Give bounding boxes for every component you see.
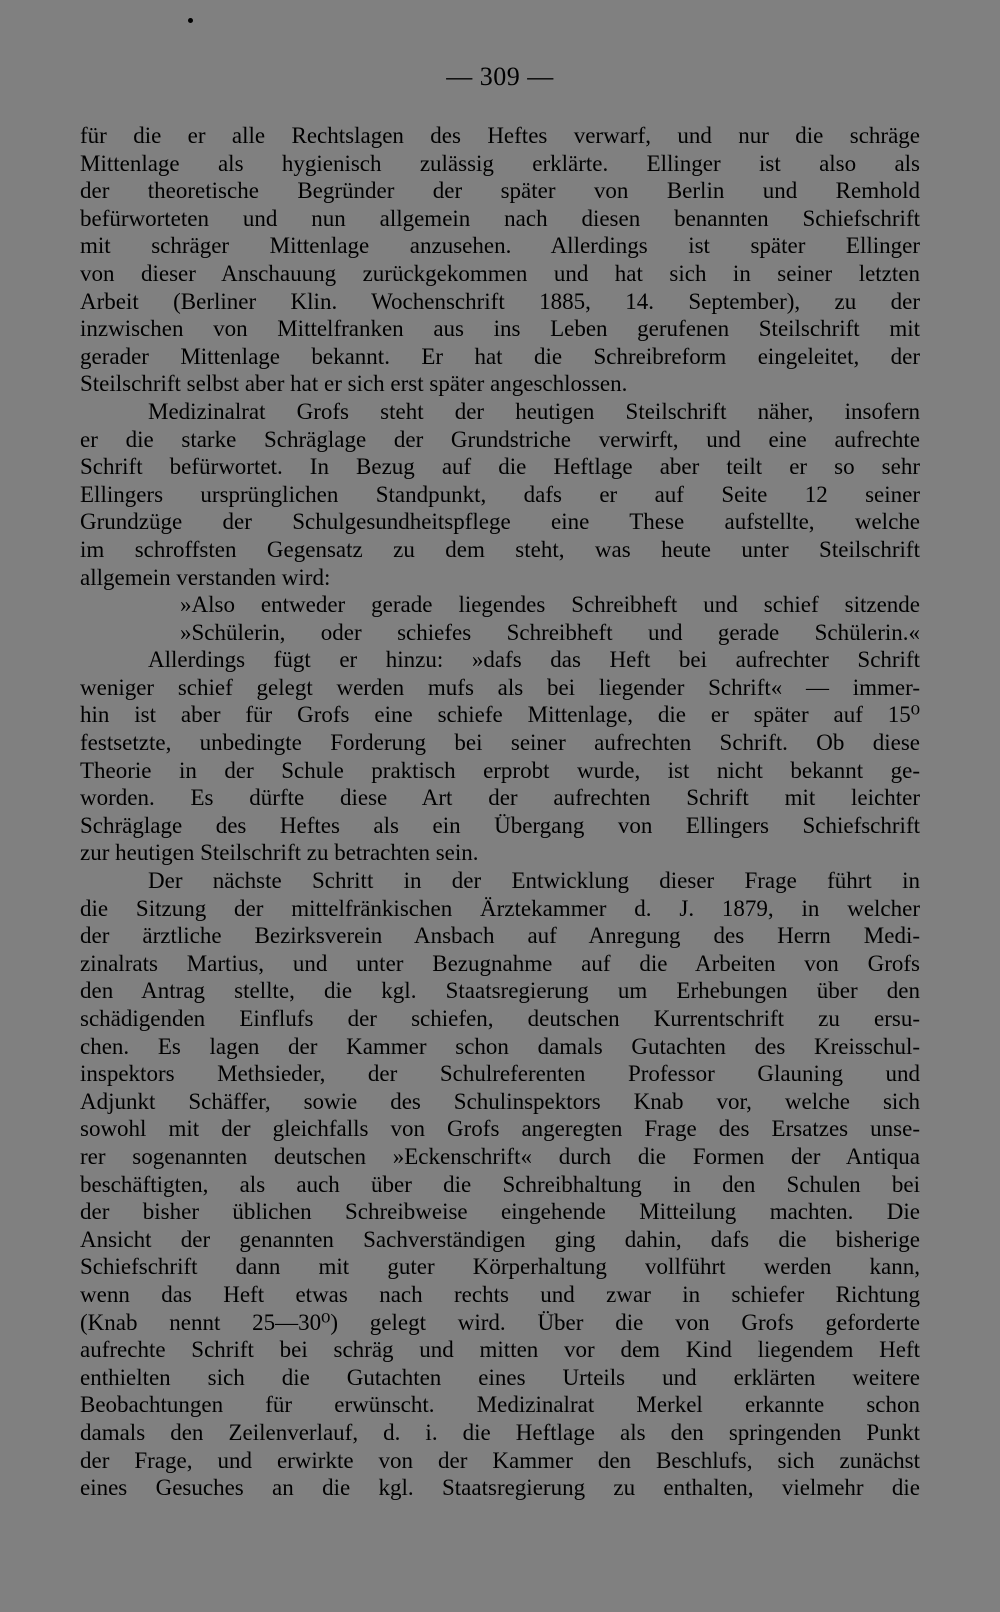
text-line: Mittenlage als hygienisch zulässig erklärte. Ellinger ist also als xyxy=(80,150,920,176)
text-line: inzwischen von Mittelfranken aus ins Leben gerufenen Steilschrift mit xyxy=(80,316,920,342)
text-line: Medizinalrat Grofs steht der heutigen Steilschrift näher, insofern xyxy=(148,398,920,424)
text-line: allgemein verstanden wird: xyxy=(80,564,331,590)
text-line: weniger schief gelegt werden mufs als bei liegender Schrift« — immer- xyxy=(80,674,920,700)
text-line: damals den Zeilenverlauf, d. i. die Heftlage als den springenden Punkt xyxy=(80,1419,920,1445)
text-line: Adjunkt Schäffer, sowie des Schulinspektors Knab vor, welche sich xyxy=(80,1088,920,1114)
page-number: — 309 — xyxy=(446,62,554,91)
text-line: beschäftigten, als auch über die Schreibhaltung in den Schulen bei xyxy=(80,1171,920,1197)
text-line: von dieser Anschauung zurückgekommen und hat sich in seiner letzten xyxy=(80,260,920,286)
text-line: Grundzüge der Schulgesundheitspflege eine These aufstellte, welche xyxy=(80,509,920,535)
text-line: Schrift befürwortet. In Bezug auf die Heftlage aber teilt er so sehr xyxy=(80,454,920,480)
text-line: gerader Mittenlage bekannt. Er hat die Schreibreform eingeleitet, der xyxy=(80,343,920,369)
text-line: Ansicht der genannten Sachverständigen ging dahin, dafs die bisherige xyxy=(80,1226,920,1252)
text-line: im schroffsten Gegensatz zu dem steht, was heute unter Steilschrift xyxy=(80,536,920,562)
text-line: eines Gesuches an die kgl. Staatsregierung zu enthalten, vielmehr die xyxy=(80,1475,920,1501)
text-line: hin ist aber für Grofs eine schiefe Mittenlage, die er später auf 15⁰ xyxy=(80,702,920,728)
text-line: Beobachtungen für erwünscht. Medizinalrat Merkel erkannte schon xyxy=(80,1392,920,1418)
text-line: der theoretische Begründer der später von Berlin und Remhold xyxy=(80,178,920,204)
text-line: mit schräger Mittenlage anzusehen. Allerdings ist später Ellinger xyxy=(80,233,920,259)
text-line: Ellingers ursprünglichen Standpunkt, dafs er auf Seite 12 seiner xyxy=(80,481,920,507)
text-line: Schräglage des Heftes als ein Übergang von Ellingers Schiefschrift xyxy=(80,812,920,838)
text-line: der bisher üblichen Schreibweise eingehende Mitteilung machten. Die xyxy=(80,1199,920,1225)
ink-speck xyxy=(188,18,193,23)
text-line: »Also entweder gerade liegendes Schreibheft und schief sitzende xyxy=(180,592,920,618)
text-line: (Knab nennt 25—30⁰) gelegt wird. Über die von Grofs geforderte xyxy=(80,1309,920,1335)
text-line: schädigenden Einflufs der schiefen, deutschen Kurrentschrift zu ersu- xyxy=(80,1006,920,1031)
text-line: sowohl mit der gleichfalls von Grofs angeregten Frage des Ersatzes unse- xyxy=(80,1116,920,1142)
text-line: die Sitzung der mittelfränkischen Ärztekammer d. J. 1879, in welcher xyxy=(80,895,920,921)
text-line: inspektors Methsieder, der Schulreferenten Professor Glauning und xyxy=(80,1061,920,1087)
body-text xyxy=(80,122,920,1502)
text-line: für die er alle Rechtslagen des Heftes verwarf, und nur die schräge xyxy=(80,123,920,148)
text-line: enthielten sich die Gutachten eines Urteils und erklärten weitere xyxy=(80,1364,920,1390)
text-line: festsetzte, unbedingte Forderung bei seiner aufrechten Schrift. Ob diese xyxy=(80,730,920,756)
text-line: chen. Es lagen der Kammer schon damals Gutachten des Kreisschul- xyxy=(80,1033,920,1059)
text-line: Der nächste Schritt in der Entwicklung dieser Frage führt in xyxy=(148,868,920,894)
text-line: befürworteten und nun allgemein nach diesen benannten Schiefschrift xyxy=(80,205,920,231)
text-line: wenn das Heft etwas nach rechts und zwar in schiefer Richtung xyxy=(80,1281,920,1307)
text-line: Steilschrift selbst aber hat er sich erst später angeschlossen. xyxy=(80,371,628,397)
text-line: Arbeit (Berliner Klin. Wochenschrift 1885, 14. September), zu der xyxy=(80,288,920,314)
text-line: Theorie in der Schule praktisch erprobt wurde, ist nicht bekannt ge- xyxy=(80,757,920,783)
text-line: zur heutigen Steilschrift zu betrachten sein. xyxy=(80,840,479,866)
text-line: zinalrats Martius, und unter Bezugnahme auf die Arbeiten von Grofs xyxy=(80,950,920,976)
text-line: der ärztliche Bezirksverein Ansbach auf Anregung des Herrn Medi- xyxy=(80,923,920,949)
text-line: rer sogenannten deutschen »Eckenschrift« durch die Formen der Antiqua xyxy=(80,1143,920,1169)
text-line: »Schülerin, oder schiefes Schreibheft und gerade Schülerin.« xyxy=(180,619,920,645)
text-line: er die starke Schräglage der Grundstriche verwirft, und eine aufrechte xyxy=(80,426,920,452)
text-line: worden. Es dürfte diese Art der aufrechten Schrift mit leichter xyxy=(80,785,920,811)
text-line: den Antrag stellte, die kgl. Staatsregierung um Erhebungen über den xyxy=(80,978,920,1004)
text-line: Schiefschrift dann mit guter Körperhaltung vollführt werden kann, xyxy=(80,1254,920,1280)
text-line: Allerdings fügt er hinzu: »dafs das Heft bei aufrechter Schrift xyxy=(148,647,920,673)
text-line: der Frage, und erwirkte von der Kammer den Beschlufs, sich zunächst xyxy=(80,1447,920,1473)
text-line: aufrechte Schrift bei schräg und mitten vor dem Kind liegendem Heft xyxy=(80,1337,920,1363)
